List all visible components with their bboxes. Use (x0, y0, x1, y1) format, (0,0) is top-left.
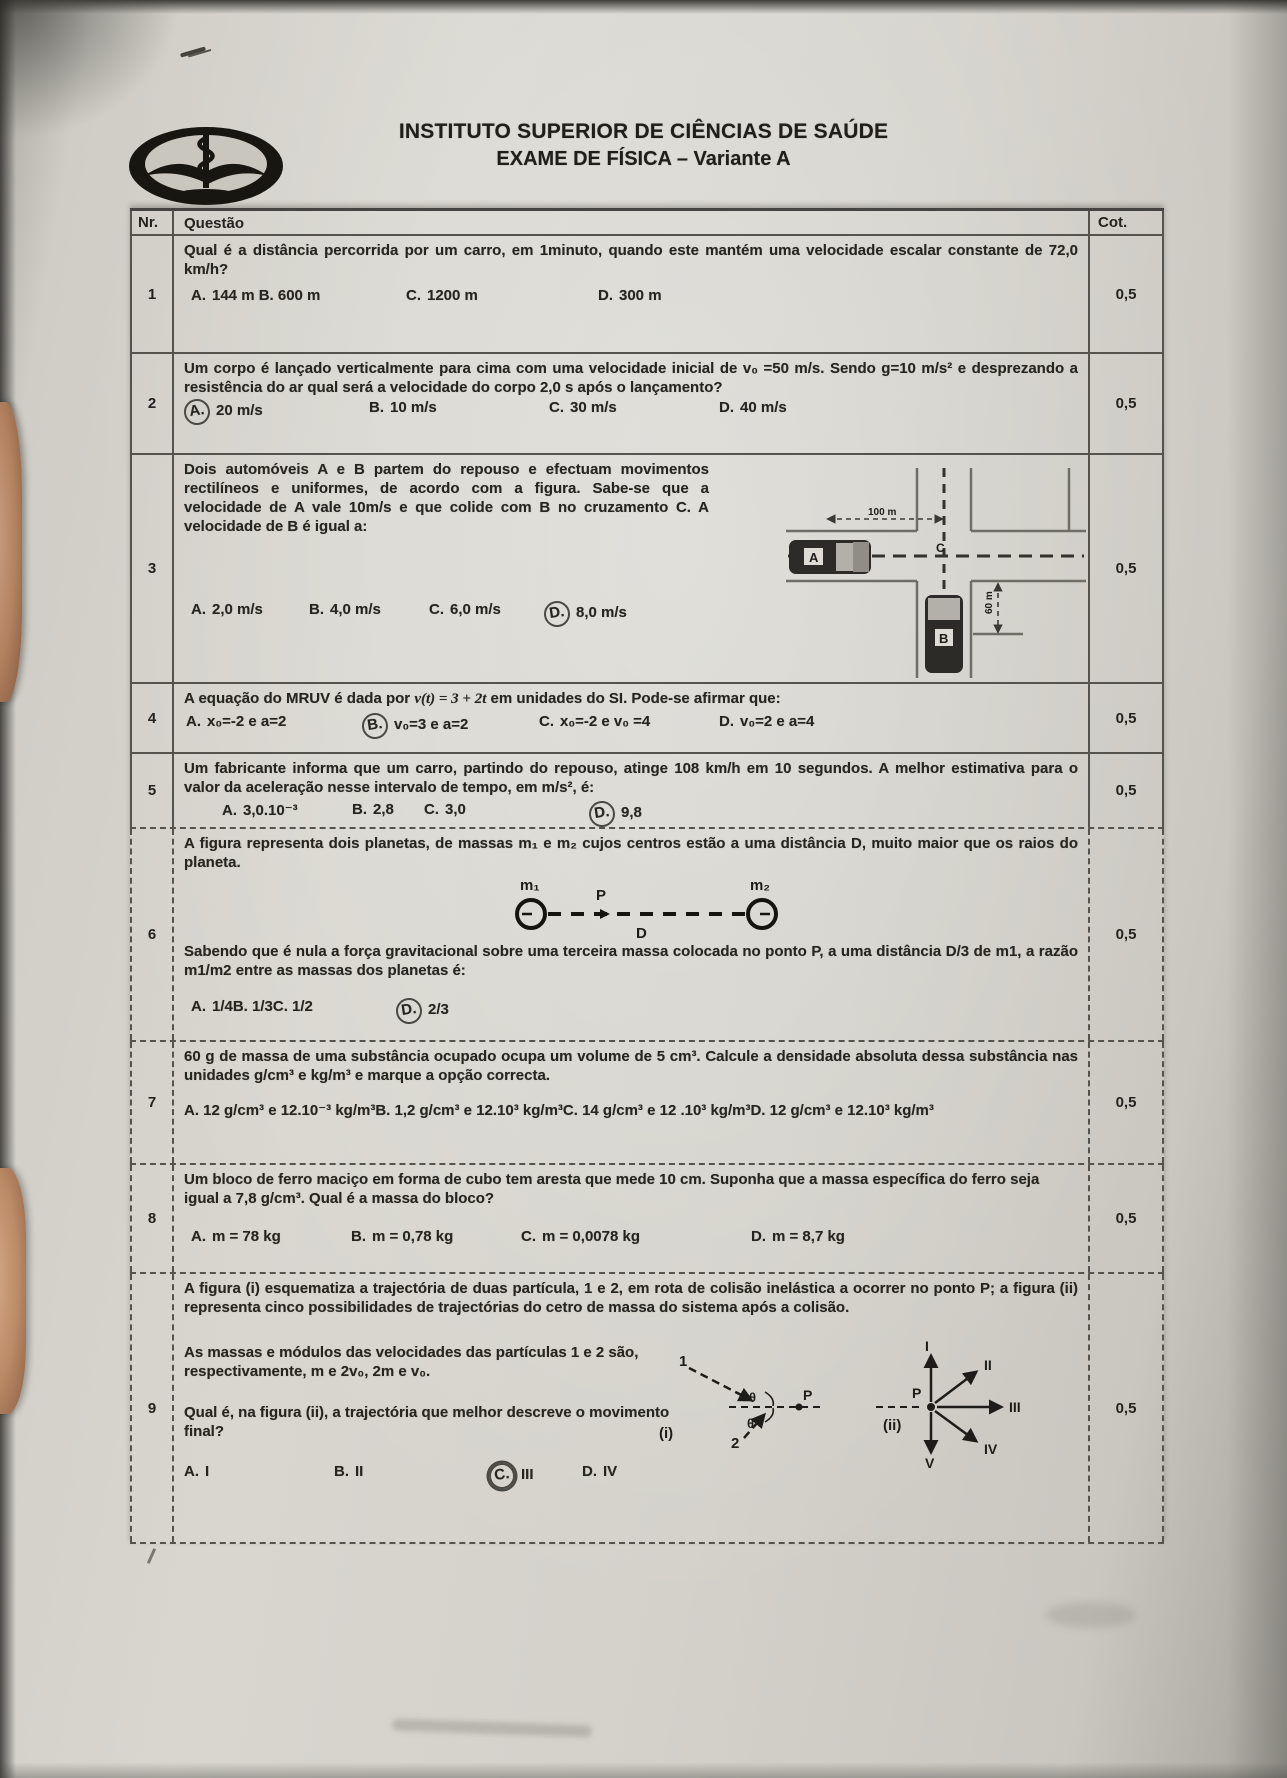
question-row-6 (130, 827, 1164, 1040)
question-cell (174, 1165, 1090, 1272)
cot-value: 0,5 (1090, 354, 1164, 453)
options-inline: A. 12 g/cm³ e 12.10⁻³ kg/m³B. 1,2 g/cm³ e 12.10³ kg/m³C. 14 g/cm³ e 12 .10³ kg/m³D. 12 g/cm³ e 12.10³ kg/m³ (184, 1102, 934, 1119)
question-cell (174, 236, 1090, 352)
trajectory-iv-label: IV (984, 1441, 998, 1457)
option-b: B. 2,8 (352, 801, 394, 818)
question-text: Qual é a distância percorrida por um carro, em 1minuto, quando este mantém uma velocidade escalar constante de 72,0 km/h? (184, 242, 1078, 278)
mass2-label: m₂ (750, 877, 771, 894)
cot-value: 0,5 (1090, 684, 1164, 752)
question-cell (174, 1274, 1090, 1542)
pen-scratch-mark (180, 46, 206, 57)
photo-edge-bottom (0, 1762, 1287, 1778)
options-row (184, 601, 784, 625)
question-text: Um corpo é lançado verticalmente para cima com uma velocidade inicial de v₀ =50 m/s. Sendo g=10 m/s² e desprezando a resistência do ar qual será a velocidade do corpo 2,0 s após o lançamento? (184, 360, 1078, 396)
finger-holding-page-upper (0, 402, 22, 702)
theta-lower-label: θ (747, 1416, 755, 1431)
option-d: D. m = 8,7 kg (751, 1228, 845, 1245)
theta-upper-label: θ (749, 1390, 757, 1405)
exam-title: EXAME DE FÍSICA – Variante A (496, 148, 791, 170)
option-c: C. 3,0 (424, 801, 466, 818)
car-a (789, 540, 871, 574)
option-a: A. 3,0.10⁻³ (222, 802, 298, 819)
cot-value: 0,5 (1090, 1042, 1164, 1163)
question-text-3: Qual é, na figura (ii), a trajectória que melhor descreve o movimento final? (184, 1404, 670, 1440)
stray-mark (147, 1548, 156, 1564)
option-a: A. 2,0 m/s (191, 601, 263, 618)
question-number: 3 (130, 455, 174, 682)
option-d-circled: D. 8,0 m/s (544, 601, 627, 627)
question-row-4 (130, 682, 1164, 752)
figure-i-label: (i) (659, 1425, 674, 1442)
cot-value: 0,5 (1090, 1165, 1164, 1272)
trajectory-i-label: I (925, 1338, 929, 1354)
finger-holding-page-lower (0, 1168, 26, 1414)
options-row (184, 998, 1078, 1022)
question-text: 60 g de massa de uma substância ocupado ocupa um volume de 5 cm³. Calcule a densidade absoluta dessa substância nas unidades g/cm³ e kg/m³ e marque a opção correcta. (184, 1048, 1078, 1084)
option-b: B. m = 0,78 kg (351, 1228, 454, 1245)
question-cell (174, 684, 1090, 752)
option-c-circled: C. III (489, 1463, 534, 1489)
column-header-nr: Nr. (130, 211, 174, 234)
option-d-circled: D. 2/3 (396, 998, 449, 1024)
cot-value: 0,5 (1090, 829, 1164, 1040)
question-number: 5 (130, 754, 174, 827)
question-cell (174, 354, 1090, 453)
smudge (1046, 1602, 1136, 1628)
options-row (184, 287, 1078, 311)
figure-ii-label: (ii) (883, 1417, 902, 1434)
option-d-circled: D. 9,8 (589, 801, 642, 827)
distance-d-label: D (636, 925, 647, 940)
options-row (184, 1228, 1078, 1252)
question-cell (174, 754, 1090, 827)
photo-edge-right (1227, 0, 1287, 1778)
question-row-8 (130, 1163, 1164, 1272)
question-text-2: Sabendo que é nula a força gravitacional sobre uma terceira massa colocada no ponto P, a uma distância D/3 de m1, a razão m1/m2 entre as massas dos planetas é: (184, 943, 1078, 979)
option-c: C. x₀=-2 e v₀ =4 (539, 713, 651, 730)
table-header-row (130, 208, 1164, 234)
question-text: A equação do MRUV é dada por v(t) = 3 + 2t em unidades do SI. Pode-se afirmar que: (184, 690, 781, 707)
cross-label: C (936, 541, 945, 555)
column-header-question: Questão (174, 211, 1090, 234)
option-a: A. I (184, 1463, 210, 1480)
photo-corner-shadow (0, 0, 180, 140)
option-c: C. 1200 m (406, 287, 478, 304)
question-row-5 (130, 752, 1164, 827)
question-text: A figura representa dois planetas, de massas m₁ e m₂ cujos centros estão a uma distância D, muito maior que os raios do planeta. (184, 835, 1078, 871)
distance-horizontal-label: 100 m (868, 507, 897, 518)
option-d: D. 300 m (598, 287, 662, 304)
question-text: Dois automóveis A e B partem do repouso e efectuam movimentos rectilíneos e uniformes, de acordo com a figura. Sabe-se que a velocidade de A vale 10m/s e que colide com B no cruzamento C. A velocidade de B é igual a: (184, 461, 709, 535)
cot-value: 0,5 (1090, 236, 1164, 352)
smudge (392, 1719, 592, 1738)
cot-value: 0,5 (1090, 1274, 1164, 1542)
question-row-2 (130, 352, 1164, 453)
question-number: 9 (130, 1274, 174, 1542)
trajectory-iii-label: III (1009, 1399, 1021, 1415)
option-c: C. 30 m/s (549, 399, 617, 416)
question-cell (174, 455, 1090, 682)
question-number: 1 (130, 236, 174, 352)
question-cell (174, 829, 1090, 1040)
column-header-cot: Cot. (1090, 211, 1164, 234)
option-a: A. m = 78 kg (191, 1228, 281, 1245)
question-text-2: As massas e módulos das velocidades das partículas 1 e 2 são, respectivamente, m e 2v₀, 2m e v₀. (184, 1344, 639, 1380)
option-abc: A. 1/4B. 1/3C. 1/2 (191, 998, 313, 1015)
question-text: Um bloco de ferro maciço em forma de cubo tem aresta que mede 10 cm. Suponha que a massa específica do ferro seja igual a 7,8 g/cm³. Qual é a massa do bloco? (184, 1171, 1040, 1207)
question-text: Um fabricante informa que um carro, partindo do repouso, atinge 108 km/h em 10 segundos. A melhor estimativa para o valor da aceleração nesse intervalo de tempo, em m/s², é: (184, 760, 1078, 796)
point-p-label: P (596, 887, 607, 904)
question-row-3 (130, 453, 1164, 682)
question-number: 7 (130, 1042, 174, 1163)
question-cell (174, 1042, 1090, 1163)
distance-vertical-label: 60 m (984, 591, 995, 614)
option-b: B. II (334, 1463, 364, 1480)
options-row (184, 801, 1078, 825)
photo-edge-top (0, 0, 1287, 14)
collision-trajectories-figure (651, 1338, 1081, 1475)
point-p-label-i: P (803, 1387, 813, 1403)
option-b-circled: B. v₀=3 e a=2 (362, 713, 468, 739)
photo-edge-left (0, 0, 16, 1778)
question-number: 6 (130, 829, 174, 1040)
option-c: C. m = 0,0078 kg (521, 1228, 640, 1245)
particle-1-label: 1 (679, 1353, 688, 1370)
mass1-label: m₁ (520, 877, 540, 894)
option-a: A. x₀=-2 e a=2 (186, 713, 287, 730)
option-d: D. 40 m/s (719, 399, 787, 416)
option-d: D. IV (582, 1463, 618, 1480)
car-b (925, 595, 963, 673)
velocity-equation: v(t) = 3 + 2t (414, 691, 487, 707)
trajectory-ii-label: II (984, 1357, 992, 1373)
exam-table (130, 208, 1164, 1544)
cot-value: 0,5 (1090, 455, 1164, 682)
two-planets-figure (514, 876, 1078, 940)
crossroad-figure (786, 456, 1086, 685)
question-text: A figura (i) esquematiza a trajectória de duas partícula, 1 e 2, em rota de colisão inelástica a ocorrer no ponto P; a figura (ii) representa cinco possibilidades de trajectórias do cetro de massa do sistema após a colisão. (184, 1280, 1078, 1316)
question-row-9 (130, 1272, 1164, 1542)
option-a-circled: A. 20 m/s (184, 399, 263, 425)
point-p-label-ii: P (912, 1385, 922, 1401)
question-row-1 (130, 234, 1164, 352)
trajectory-v-label: V (925, 1455, 935, 1470)
option-d: D. v₀=2 e a=4 (719, 713, 815, 730)
question-number: 8 (130, 1165, 174, 1272)
car-a-label: A (809, 550, 819, 565)
car-b-label: B (939, 631, 949, 646)
option-a: A. 144 m B. 600 m (191, 287, 321, 304)
options-row (184, 399, 1078, 423)
option-b: B. 4,0 m/s (309, 601, 381, 618)
question-row-7 (130, 1040, 1164, 1163)
options-row (184, 713, 1078, 737)
institution-name: INSTITUTO SUPERIOR DE CIÊNCIAS DE SAÚDE (398, 120, 889, 143)
option-b: B. 10 m/s (369, 399, 437, 416)
particle-2-label: 2 (731, 1435, 740, 1452)
cot-value: 0,5 (1090, 754, 1164, 827)
option-c: C. 6,0 m/s (429, 601, 501, 618)
question-number: 2 (130, 354, 174, 453)
page-header (0, 120, 1287, 171)
question-number: 4 (130, 684, 174, 752)
